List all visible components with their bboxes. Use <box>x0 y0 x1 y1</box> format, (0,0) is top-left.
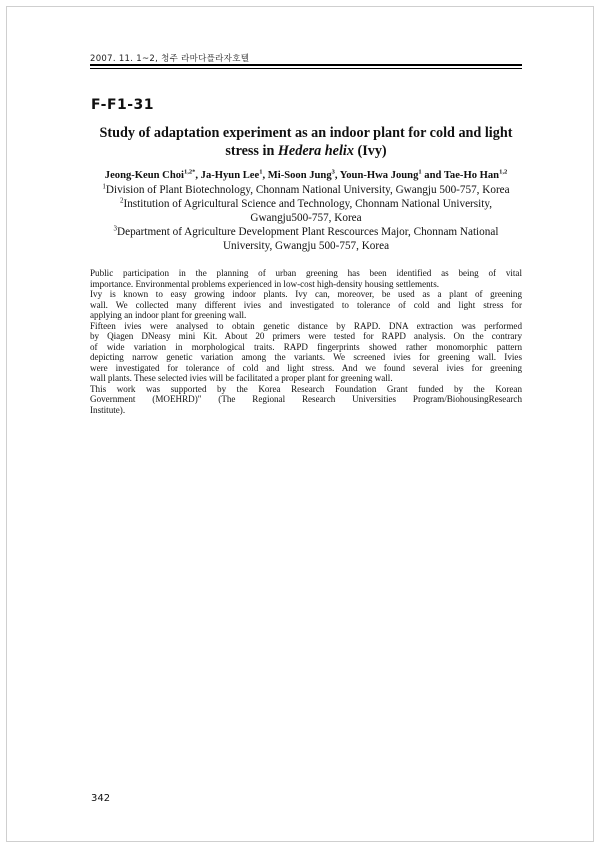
author-list <box>90 170 522 181</box>
abstract-line: Public participation in the planning of urban greening has been identified as being of vital <box>90 268 522 278</box>
page-number: 342 <box>91 793 111 804</box>
header-rule-thick <box>90 64 522 66</box>
author-affiliation-mark: 1 <box>259 168 263 176</box>
affiliation <box>90 197 522 225</box>
header-rule-thin <box>90 68 522 69</box>
abstract-line: of wide variation in morphological traits. RAPD fingerprints showed rather monomorphic pattern <box>90 341 522 352</box>
author-separator: , <box>262 170 268 181</box>
author-affiliation-mark: 1,2* <box>183 168 196 176</box>
paper-title <box>90 124 522 160</box>
abstract-line: Government (MOEHRD)" (The Regional Research Universities Program/BiohousingResearch <box>90 394 522 404</box>
affiliation <box>90 183 522 197</box>
affiliation-mark: 2 <box>119 196 124 205</box>
affiliation-text: Institution of Agricultural Science and Technology, Chonnam National University, Gwangju500-757, Korea <box>123 198 493 224</box>
abstract-line: by Qiagen DNeasy mini Kit. About 20 primers were tested for RAPD analysis. On the contrary <box>90 331 522 341</box>
title-text: Study of adaptation experiment as an indoor plant for cold and light stress in <box>99 125 513 159</box>
affiliation-mark: 3 <box>113 224 118 233</box>
author-name: Ja-Hyun Lee <box>200 170 260 181</box>
abstract-line: were investigated for tolerance of cold and light stress. And we found several ivies for greening <box>90 362 522 373</box>
abstract-line: applying an indoor plant for greening wall. <box>90 310 247 320</box>
author-affiliation-mark: 1 <box>418 168 422 176</box>
author-separator: and <box>421 170 444 181</box>
abstract-line: wall plants. These selected ivies will be facilitated a proper plant for greening wall. <box>90 373 393 383</box>
affiliation-text: Division of Plant Biotechnology, Chonnam National University, Gwangju 500-757, Korea <box>105 184 510 196</box>
title-species: Hedera helix <box>277 143 354 159</box>
author-separator: , <box>334 170 340 181</box>
abstract-line: importance. Environmental problems experienced in low-cost high-density housing settlements. <box>90 278 440 289</box>
author-name: Youn-Hwa Joung <box>339 170 419 181</box>
abstract-line: Institute). <box>90 404 126 415</box>
title-suffix: (Ivy) <box>353 143 387 159</box>
affiliation <box>90 225 522 253</box>
paper-code: F-F1-31 <box>91 97 155 113</box>
author-separator: , <box>195 170 201 181</box>
abstract-line: Fifteen ivies were analysed to obtain genetic distance by RAPD. DNA extraction was performed <box>90 320 522 331</box>
abstract-line: Ivy is known to easy growing indoor plants. Ivy can, moreover, be used as a plant of greening <box>90 289 522 299</box>
author-name: Tae-Ho Han <box>443 170 500 181</box>
author-name: Jeong-Keun Choi <box>104 170 184 181</box>
abstract-line: depicting narrow genetic variation among the variants. We screened ivies for greening wall. Ivies <box>90 352 522 362</box>
abstract <box>90 268 522 415</box>
author-affiliation-mark: 1,2 <box>499 168 508 176</box>
author-affiliation-mark: 3 <box>331 168 335 176</box>
running-header: 2007. 11. 1~2, 청주 라마다플라자호텔 <box>90 54 250 64</box>
affiliation-mark: 1 <box>102 182 106 191</box>
author-name: Mi-Soon Jung <box>267 170 332 181</box>
abstract-line: This work was supported by the Korea Research Foundation Grant funded by the Korean <box>90 383 522 394</box>
affiliation-text: Department of Agriculture Development Plant Rescources Major, Chonnam National University, Gwangju 500-757, Korea <box>117 226 499 252</box>
abstract-line: wall. We collected many different ivies and investigated to tolerance of cold and light stress for <box>90 299 522 310</box>
